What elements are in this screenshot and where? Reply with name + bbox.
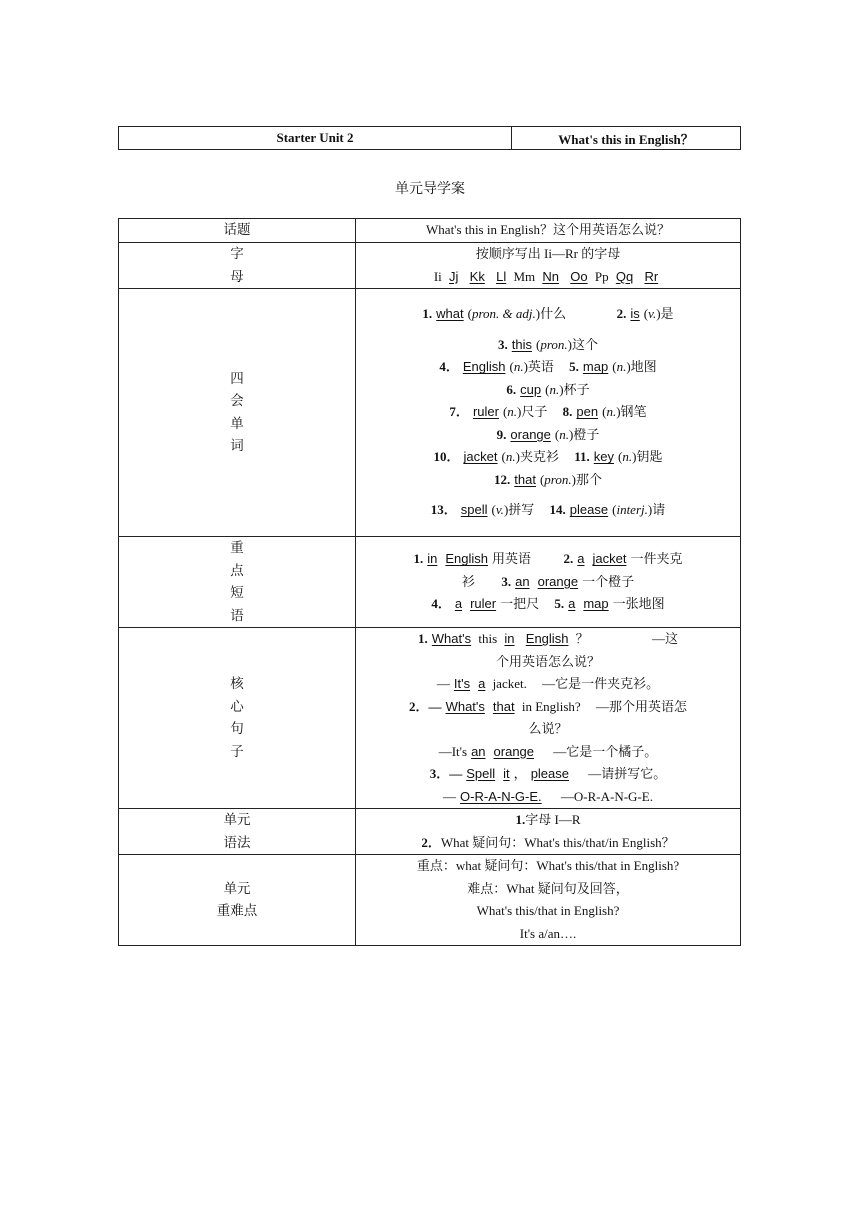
study-table (118, 218, 741, 946)
phrases-label: 重 点 短 语 (119, 537, 356, 628)
word-line: 1. what (pron. & adj.)什么 2. is (v.)是 (422, 306, 674, 322)
letters-instruction: 按顺序写出 Ii—Rr 的字母 (475, 246, 621, 261)
letters-answers: Ii Jj Kk Ll Mm Nn Oo Pp Qq Rr (433, 268, 659, 284)
topic-row (119, 219, 741, 243)
words-label: 四 会 单 词 (119, 289, 356, 537)
grammar-label: 单元 语法 (119, 809, 356, 855)
letters-content (356, 243, 741, 289)
letters-row (119, 243, 741, 289)
keypoints-content: 重点：what 疑问句：What's this/that in English? 难点：What 疑问句及回答， What's this/that in English? It's a/an…. (356, 855, 741, 946)
word-line: 12. that (pron.)那个 (494, 471, 602, 487)
grammar-content: 1.字母 I—R 2．What 疑问句：What's this/that/in English？ (356, 809, 741, 855)
word-line: 13． spell (v.)拼写 14. please (interj.)请 (430, 502, 666, 518)
phrases-row (119, 537, 741, 628)
header-bar (118, 126, 741, 150)
unit-name: Starter Unit 2 (119, 127, 512, 149)
phrases-content: 1. in English 用英语 2. a jacket 一件夹克 衫 3. an orange 一个橙子 4． a ruler 一把尺 5. a map 一张地图 (356, 537, 741, 628)
unit-question: What's this in English？ (558, 131, 694, 147)
letters-label: 字 母 (119, 243, 356, 289)
grammar-row (119, 809, 741, 855)
word-line: 9. orange (n.)橙子 (496, 426, 600, 442)
topic-label: 话题 (119, 219, 356, 243)
words-row (119, 289, 741, 537)
sentences-label: 核 心 句 子 (119, 628, 356, 809)
keypoints-label: 单元 重难点 (119, 855, 356, 946)
words-content (356, 289, 741, 537)
word-line: 10． jacket (n.)夹克衫 11. key (n.)钥匙 (433, 449, 663, 465)
page-title: 单元导学案 (395, 182, 465, 197)
sentences-row (119, 628, 741, 809)
topic-content: What's this in English？这个用英语怎么说？ (356, 219, 741, 243)
word-line: 3. this (pron.)这个 (497, 336, 598, 352)
keypoints-row (119, 855, 741, 946)
sentences-content: 1. What's this in English ？ —这 个用英语怎么说？ — It's a jacket. —它是一件夹克衫。 2．— What's that in English? —那个用英语怎 么说？ —It's an orange —它是一个橘子。 3．— Spell it ， please —请拼写它。 — O-R-A-N-G-E. —O-R-A-N-G-E. (356, 628, 741, 809)
word-line: 7． ruler (n.)尺子 8. pen (n.)钢笔 (449, 404, 647, 420)
word-line: 6. cup (n.)杯子 (506, 381, 590, 397)
word-line: 4． English (n.)英语 5. map (n.)地图 (439, 359, 657, 375)
